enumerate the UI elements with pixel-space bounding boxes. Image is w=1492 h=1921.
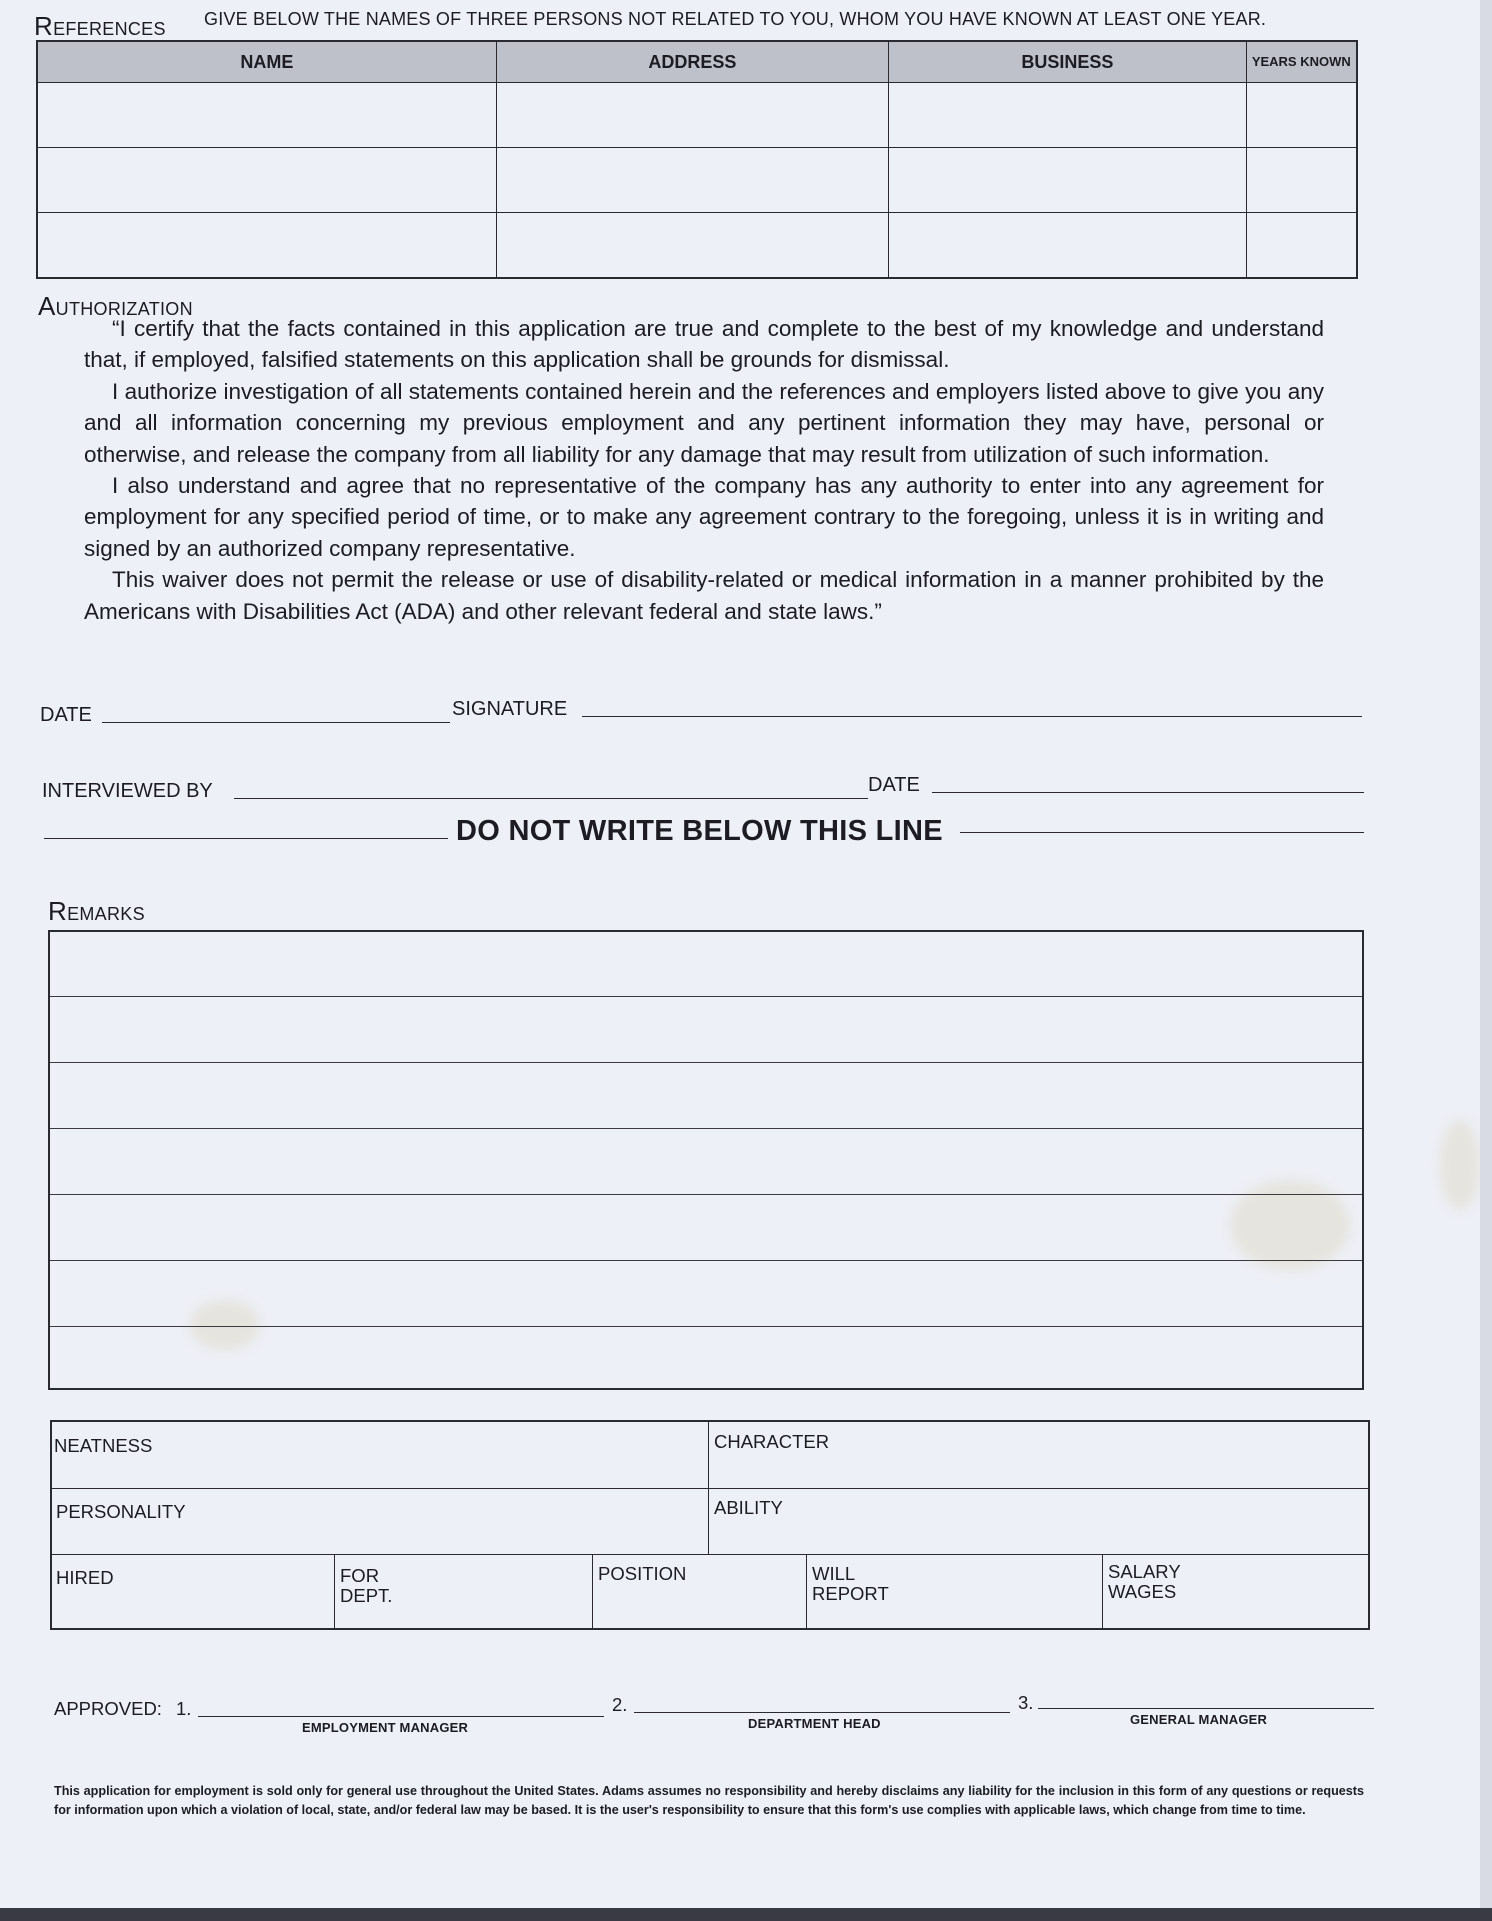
table-row xyxy=(37,213,1357,279)
divider-line-right xyxy=(960,832,1364,833)
table-row xyxy=(37,83,1357,148)
paper-stain xyxy=(1440,1120,1480,1210)
approval-number-2: 2. xyxy=(612,1694,628,1715)
will-report-label: WILL REPORT xyxy=(812,1563,889,1604)
divider-line-left xyxy=(44,838,448,839)
legal-disclaimer: This application for employment is sold only for general use throughout the United States. Adams assumes no responsibility and hereby disclaims any liability for the inclusion in this form of any questions or requests for information upon which a violation of local, state, and/or federal law may be based. It is the user's responsibility to ensure that this form's use complies with applicable laws, which change from time to time. xyxy=(54,1784,1364,1817)
employment-manager-signature-field[interactable] xyxy=(198,1716,604,1717)
hired-label: HIRED xyxy=(56,1567,114,1588)
remarks-line xyxy=(50,1128,1362,1129)
scan-edge-right xyxy=(1480,0,1492,1921)
approved-label: APPROVED: xyxy=(54,1698,162,1719)
grid-line xyxy=(52,1488,1368,1489)
reference-business-cell[interactable] xyxy=(889,213,1246,279)
references-table xyxy=(36,40,1358,279)
interviewed-by-field[interactable] xyxy=(234,798,868,799)
authorization-text xyxy=(84,313,1324,627)
ability-label: ABILITY xyxy=(714,1497,783,1518)
signature-label: SIGNATURE xyxy=(452,698,568,720)
general-manager-signature-field[interactable] xyxy=(1038,1708,1374,1709)
interview-date-label: DATE xyxy=(868,774,920,796)
employment-manager-caption: EMPLOYMENT MANAGER xyxy=(302,1720,469,1735)
reference-address-cell[interactable] xyxy=(496,83,888,148)
general-manager-caption: GENERAL MANAGER xyxy=(1130,1712,1268,1727)
signature-field[interactable] xyxy=(582,716,1362,717)
reference-years-cell[interactable] xyxy=(1246,213,1357,279)
reference-business-cell[interactable] xyxy=(889,148,1246,213)
reference-name-cell[interactable] xyxy=(37,213,496,279)
reference-name-cell[interactable] xyxy=(37,148,496,213)
grid-line xyxy=(592,1554,593,1630)
reference-years-cell[interactable] xyxy=(1246,83,1357,148)
reference-address-cell[interactable] xyxy=(496,213,888,279)
reference-name-cell[interactable] xyxy=(37,83,496,148)
neatness-label: NEATNESS xyxy=(54,1435,153,1456)
authorization-paragraph: “I certify that the facts contained in this application are true and complete to the best of my knowledge and understand that, if employed, falsified statements on this application shall be grounds for dismissal. xyxy=(84,316,1324,373)
department-head-signature-field[interactable] xyxy=(634,1712,1010,1713)
grid-line xyxy=(806,1554,807,1630)
remarks-title: Remarks xyxy=(48,896,145,926)
remarks-box[interactable] xyxy=(48,930,1364,1390)
for-dept-label: FOR DEPT. xyxy=(340,1565,393,1606)
reference-business-cell[interactable] xyxy=(889,83,1246,148)
table-row xyxy=(37,148,1357,213)
remarks-line xyxy=(50,1194,1362,1195)
authorization-title: Authorization xyxy=(38,291,193,321)
personality-label: PERSONALITY xyxy=(56,1501,186,1522)
column-header-business: BUSINESS xyxy=(889,41,1246,83)
authorization-paragraph: This waiver does not permit the release or use of disability-related or medical information in a manner prohibited by the Americans with Disabilities Act (ADA) and other relevant federal and state laws.” xyxy=(84,567,1324,624)
remarks-line xyxy=(50,1062,1362,1063)
department-head-caption: DEPARTMENT HEAD xyxy=(748,1716,881,1731)
grid-line xyxy=(52,1554,1368,1555)
reference-address-cell[interactable] xyxy=(496,148,888,213)
table-header-row xyxy=(37,41,1357,83)
approval-number-3: 3. xyxy=(1018,1692,1034,1713)
position-label: POSITION xyxy=(598,1563,687,1584)
character-label: CHARACTER xyxy=(714,1431,830,1452)
remarks-line xyxy=(50,1260,1362,1261)
remarks-line xyxy=(50,1326,1362,1327)
grid-line xyxy=(708,1422,709,1554)
evaluation-box xyxy=(50,1420,1370,1630)
approval-number-1: 1. xyxy=(176,1698,192,1719)
column-header-name: NAME xyxy=(37,41,496,83)
authorization-paragraph: I also understand and agree that no representative of the company has any authority to enter into any agreement for employment for any specified period of time, or to make any agreement contrary to the foregoing, unless it is in writing and signed by an authorized company representative. xyxy=(84,473,1324,561)
date-field[interactable] xyxy=(102,722,450,723)
remarks-line xyxy=(50,996,1362,997)
grid-line xyxy=(334,1554,335,1630)
interview-date-field[interactable] xyxy=(932,792,1364,793)
references-instruction: GIVE BELOW THE NAMES OF THREE PERSONS NOT RELATED TO YOU, WHOM YOU HAVE KNOWN AT LEAST ONE YEAR. xyxy=(204,9,1267,29)
grid-line xyxy=(1102,1554,1103,1630)
do-not-write-heading: DO NOT WRITE BELOW THIS LINE xyxy=(456,815,943,847)
interviewed-by-label: INTERVIEWED BY xyxy=(42,780,213,802)
authorization-paragraph: I authorize investigation of all statements contained herein and the references and employers listed above to give you any and all information concerning my previous employment and any pertinent information they may have, personal or otherwise, and release the company from all liability for any damage that may result from utilization of such information. xyxy=(84,378,1324,467)
references-title: References xyxy=(34,11,166,41)
salary-wages-label: SALARY WAGES xyxy=(1108,1561,1181,1602)
reference-years-cell[interactable] xyxy=(1246,148,1357,213)
column-header-address: ADDRESS xyxy=(496,41,888,83)
date-label: DATE xyxy=(40,704,92,726)
scan-edge-bottom xyxy=(0,1908,1492,1921)
column-header-years-known: YEARS KNOWN xyxy=(1246,41,1357,83)
